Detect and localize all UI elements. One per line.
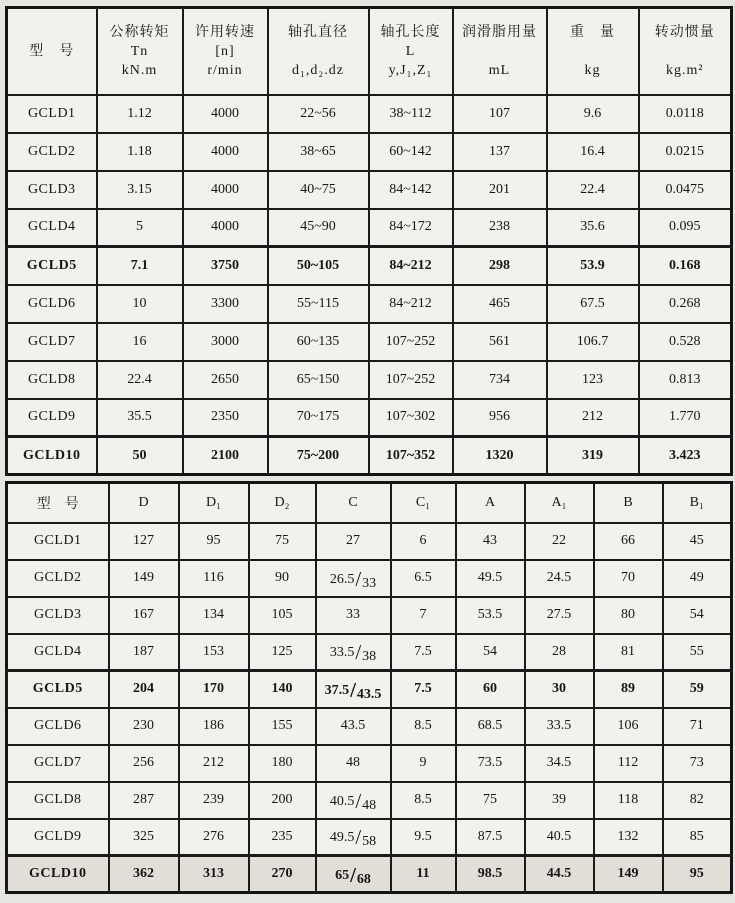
- value-cell: 0.0215: [639, 133, 732, 171]
- value-cell: 9: [391, 745, 456, 782]
- value-cell: 53.5: [456, 597, 525, 634]
- value-cell: 43.5: [316, 708, 391, 745]
- value-cell: 34.5: [525, 745, 594, 782]
- table2-header-dim-3: D₂: [249, 483, 316, 523]
- value-cell: [316, 634, 391, 671]
- value-cell: 3.423: [639, 437, 732, 475]
- value-cell: 734: [453, 361, 547, 399]
- value-cell: 107~252: [369, 323, 453, 361]
- value-cell: 107~352: [369, 437, 453, 475]
- value-cell: 73: [663, 745, 732, 782]
- value-cell: 4000: [183, 133, 268, 171]
- table2-row-GCLD3: [7, 597, 732, 634]
- value-cell: 149: [594, 856, 663, 893]
- value-cell: 107~302: [369, 399, 453, 437]
- spec-sheet-page: [5, 6, 730, 894]
- value-cell: 112: [594, 745, 663, 782]
- table1-row-GCLD3: [7, 171, 732, 209]
- value-cell: 2650: [183, 361, 268, 399]
- header-line: mL: [488, 62, 511, 78]
- slash-value: 37.5/43.5: [324, 677, 382, 702]
- value-cell: 212: [179, 745, 249, 782]
- table2-row-GCLD10: [7, 856, 732, 893]
- value-cell: 70~175: [268, 399, 369, 437]
- value-cell: 10: [97, 285, 183, 323]
- value-cell: 0.813: [639, 361, 732, 399]
- model-cell: GCLD3: [7, 171, 97, 209]
- slash-value: 49.5/58: [329, 825, 377, 850]
- value-cell: 0.268: [639, 285, 732, 323]
- value-cell: 1320: [453, 437, 547, 475]
- value-cell: 67.5: [547, 285, 639, 323]
- value-cell: 35.6: [547, 209, 639, 247]
- header-line: 重 量: [570, 24, 615, 40]
- value-cell: 59: [663, 671, 732, 708]
- header-line: 型 号: [29, 43, 75, 59]
- table1-row-GCLD4: [7, 209, 732, 247]
- value-cell: 107: [453, 95, 547, 133]
- value-cell: 70: [594, 560, 663, 597]
- value-cell: 276: [179, 819, 249, 856]
- value-cell: 28: [525, 634, 594, 671]
- value-cell: 212: [547, 399, 639, 437]
- table2-header-dim-5: C₁: [391, 483, 456, 523]
- table1-header-row: [7, 8, 732, 95]
- value-cell: 287: [109, 782, 179, 819]
- value-cell: 170: [179, 671, 249, 708]
- value-cell: 60~135: [268, 323, 369, 361]
- value-cell: 24.5: [525, 560, 594, 597]
- header-line: d₁,d₂.dz: [292, 62, 344, 78]
- model-cell: GCLD10: [7, 437, 97, 475]
- header-line: Tn: [130, 43, 149, 59]
- table1-header: [7, 8, 732, 95]
- value-cell: 186: [179, 708, 249, 745]
- value-cell: 9.5: [391, 819, 456, 856]
- value-cell: 33: [316, 597, 391, 634]
- table2-row-GCLD9: [7, 819, 732, 856]
- value-cell: 45~90: [268, 209, 369, 247]
- table2-row-GCLD4: [7, 634, 732, 671]
- model-cell: GCLD2: [7, 133, 97, 171]
- value-cell: 98.5: [456, 856, 525, 893]
- table2-header-dim-6: A: [456, 483, 525, 523]
- value-cell: 0.168: [639, 247, 732, 285]
- value-cell: 3000: [183, 323, 268, 361]
- value-cell: 325: [109, 819, 179, 856]
- table2-row-GCLD1: [7, 523, 732, 560]
- value-cell: 82: [663, 782, 732, 819]
- value-cell: 16.4: [547, 133, 639, 171]
- value-cell: 132: [594, 819, 663, 856]
- value-cell: 71: [663, 708, 732, 745]
- value-cell: 3300: [183, 285, 268, 323]
- table2-header-dim-7: A₁: [525, 483, 594, 523]
- table1-header-grease-amount: [453, 8, 547, 95]
- table1-body: [7, 95, 732, 475]
- value-cell: 0.0118: [639, 95, 732, 133]
- table1-header-allowable-speed: [183, 8, 268, 95]
- value-cell: 0.0475: [639, 171, 732, 209]
- model-cell: GCLD3: [7, 597, 109, 634]
- model-cell: GCLD2: [7, 560, 109, 597]
- value-cell: 80: [594, 597, 663, 634]
- header-line: kg.m²: [665, 62, 704, 78]
- model-cell: GCLD9: [7, 399, 97, 437]
- model-cell: GCLD8: [7, 361, 97, 399]
- value-cell: 35.5: [97, 399, 183, 437]
- value-cell: 7.5: [391, 671, 456, 708]
- model-cell: GCLD10: [7, 856, 109, 893]
- value-cell: 55: [663, 634, 732, 671]
- value-cell: 95: [179, 523, 249, 560]
- table2-header-dim-9: B₁: [663, 483, 732, 523]
- value-cell: 22~56: [268, 95, 369, 133]
- value-cell: 84~212: [369, 285, 453, 323]
- table1-header-bore-diameter: [268, 8, 369, 95]
- value-cell: 9.6: [547, 95, 639, 133]
- value-cell: 153: [179, 634, 249, 671]
- value-cell: 84~172: [369, 209, 453, 247]
- model-cell: GCLD6: [7, 708, 109, 745]
- value-cell: 11: [391, 856, 456, 893]
- value-cell: [316, 560, 391, 597]
- value-cell: 50: [97, 437, 183, 475]
- value-cell: 50~105: [268, 247, 369, 285]
- slash-value: 65/68: [335, 862, 371, 887]
- value-cell: 40.5: [525, 819, 594, 856]
- value-cell: 137: [453, 133, 547, 171]
- table1-row-GCLD5: [7, 247, 732, 285]
- header-line: [454, 42, 546, 61]
- slash-value: 40.5/48: [329, 788, 377, 813]
- value-cell: 116: [179, 560, 249, 597]
- header-line: L: [405, 43, 416, 59]
- value-cell: 127: [109, 523, 179, 560]
- value-cell: 60: [456, 671, 525, 708]
- value-cell: 167: [109, 597, 179, 634]
- slash-value: 26.5/33: [329, 566, 377, 591]
- table1-header-inertia: [639, 8, 732, 95]
- header-line: 许用转速: [195, 24, 255, 40]
- value-cell: 89: [594, 671, 663, 708]
- header-line: [n]: [215, 43, 235, 59]
- value-cell: 134: [179, 597, 249, 634]
- value-cell: 3.15: [97, 171, 183, 209]
- header-line: r/min: [207, 62, 243, 78]
- table1-header-weight: [547, 8, 639, 95]
- value-cell: 235: [249, 819, 316, 856]
- value-cell: 105: [249, 597, 316, 634]
- header-line: y,J₁,Z₁: [388, 62, 433, 78]
- value-cell: 123: [547, 361, 639, 399]
- value-cell: 27: [316, 523, 391, 560]
- value-cell: [316, 819, 391, 856]
- table2-header-dim-1: D: [109, 483, 179, 523]
- value-cell: 1.12: [97, 95, 183, 133]
- value-cell: 5: [97, 209, 183, 247]
- value-cell: 43: [456, 523, 525, 560]
- value-cell: 270: [249, 856, 316, 893]
- header-line: kN.m: [121, 62, 158, 78]
- value-cell: 22.4: [547, 171, 639, 209]
- table2-row-GCLD2: [7, 560, 732, 597]
- model-cell: GCLD5: [7, 671, 109, 708]
- value-cell: 6.5: [391, 560, 456, 597]
- table2-row-GCLD8: [7, 782, 732, 819]
- value-cell: 90: [249, 560, 316, 597]
- value-cell: 84~212: [369, 247, 453, 285]
- header-line: 轴孔直径: [288, 24, 348, 40]
- value-cell: [316, 782, 391, 819]
- model-cell: GCLD8: [7, 782, 109, 819]
- value-cell: 313: [179, 856, 249, 893]
- value-cell: 38~112: [369, 95, 453, 133]
- table1-row-GCLD9: [7, 399, 732, 437]
- value-cell: 48: [316, 745, 391, 782]
- value-cell: 22.4: [97, 361, 183, 399]
- value-cell: [316, 671, 391, 708]
- value-cell: 49.5: [456, 560, 525, 597]
- value-cell: 0.095: [639, 209, 732, 247]
- value-cell: 6: [391, 523, 456, 560]
- value-cell: 956: [453, 399, 547, 437]
- value-cell: 106.7: [547, 323, 639, 361]
- table1-header-bore-length: [369, 8, 453, 95]
- value-cell: 8.5: [391, 708, 456, 745]
- value-cell: 4000: [183, 209, 268, 247]
- value-cell: 65~150: [268, 361, 369, 399]
- value-cell: 54: [663, 597, 732, 634]
- table2-header-dim-0: 型 号: [7, 483, 109, 523]
- table1-row-GCLD7: [7, 323, 732, 361]
- slash-value: 33.5/38: [329, 640, 377, 665]
- value-cell: 30: [525, 671, 594, 708]
- value-cell: 75: [456, 782, 525, 819]
- header-line: 润滑脂用量: [462, 24, 537, 40]
- value-cell: 44.5: [525, 856, 594, 893]
- value-cell: 66: [594, 523, 663, 560]
- value-cell: 39: [525, 782, 594, 819]
- table1-row-GCLD1: [7, 95, 732, 133]
- header-line: [269, 42, 368, 61]
- value-cell: 298: [453, 247, 547, 285]
- value-cell: 22: [525, 523, 594, 560]
- value-cell: 465: [453, 285, 547, 323]
- model-cell: GCLD7: [7, 745, 109, 782]
- value-cell: 33.5: [525, 708, 594, 745]
- header-line: [640, 42, 731, 61]
- value-cell: 49: [663, 560, 732, 597]
- value-cell: 180: [249, 745, 316, 782]
- value-cell: 60~142: [369, 133, 453, 171]
- value-cell: 362: [109, 856, 179, 893]
- value-cell: 0.528: [639, 323, 732, 361]
- table1-header-model: [7, 8, 97, 95]
- value-cell: 53.9: [547, 247, 639, 285]
- value-cell: 149: [109, 560, 179, 597]
- value-cell: 238: [453, 209, 547, 247]
- value-cell: 140: [249, 671, 316, 708]
- table2-row-GCLD7: [7, 745, 732, 782]
- value-cell: 4000: [183, 171, 268, 209]
- value-cell: 84~142: [369, 171, 453, 209]
- value-cell: 200: [249, 782, 316, 819]
- value-cell: 561: [453, 323, 547, 361]
- value-cell: 107~252: [369, 361, 453, 399]
- value-cell: 75: [249, 523, 316, 560]
- value-cell: 125: [249, 634, 316, 671]
- table1-row-GCLD10: [7, 437, 732, 475]
- value-cell: 45: [663, 523, 732, 560]
- model-cell: GCLD9: [7, 819, 109, 856]
- value-cell: 3750: [183, 247, 268, 285]
- table2-header: [7, 483, 732, 523]
- header-line: 轴孔长度: [380, 24, 441, 40]
- value-cell: 1.770: [639, 399, 732, 437]
- table2-header-dim-8: B: [594, 483, 663, 523]
- value-cell: 239: [179, 782, 249, 819]
- table1-row-GCLD8: [7, 361, 732, 399]
- value-cell: 2350: [183, 399, 268, 437]
- value-cell: 2100: [183, 437, 268, 475]
- value-cell: 54: [456, 634, 525, 671]
- value-cell: 95: [663, 856, 732, 893]
- value-cell: 73.5: [456, 745, 525, 782]
- model-cell: GCLD1: [7, 523, 109, 560]
- table2-body: [7, 523, 732, 893]
- header-line: kg: [584, 62, 601, 78]
- value-cell: 87.5: [456, 819, 525, 856]
- value-cell: 85: [663, 819, 732, 856]
- model-cell: GCLD6: [7, 285, 97, 323]
- value-cell: 204: [109, 671, 179, 708]
- table2-row-GCLD5: [7, 671, 732, 708]
- value-cell: 8.5: [391, 782, 456, 819]
- value-cell: 7.5: [391, 634, 456, 671]
- table1-row-GCLD2: [7, 133, 732, 171]
- model-cell: GCLD4: [7, 634, 109, 671]
- header-line: [548, 42, 638, 61]
- coupling-performance-table: [5, 6, 733, 476]
- value-cell: 68.5: [456, 708, 525, 745]
- value-cell: 1.18: [97, 133, 183, 171]
- table2-header-dim-4: C: [316, 483, 391, 523]
- model-cell: GCLD7: [7, 323, 97, 361]
- value-cell: 7.1: [97, 247, 183, 285]
- model-cell: GCLD1: [7, 95, 97, 133]
- model-cell: GCLD4: [7, 209, 97, 247]
- header-line: 公称转矩: [109, 24, 170, 40]
- coupling-dimensions-table: [5, 481, 733, 894]
- table1-header-nominal-torque: [97, 8, 183, 95]
- value-cell: 201: [453, 171, 547, 209]
- model-cell: GCLD5: [7, 247, 97, 285]
- value-cell: 16: [97, 323, 183, 361]
- value-cell: [316, 856, 391, 893]
- value-cell: 81: [594, 634, 663, 671]
- value-cell: 38~65: [268, 133, 369, 171]
- value-cell: 75~200: [268, 437, 369, 475]
- value-cell: 155: [249, 708, 316, 745]
- value-cell: 4000: [183, 95, 268, 133]
- value-cell: 256: [109, 745, 179, 782]
- value-cell: 55~115: [268, 285, 369, 323]
- value-cell: 7: [391, 597, 456, 634]
- table2-header-dim-2: D₁: [179, 483, 249, 523]
- table1-row-GCLD6: [7, 285, 732, 323]
- value-cell: 27.5: [525, 597, 594, 634]
- value-cell: 187: [109, 634, 179, 671]
- value-cell: 319: [547, 437, 639, 475]
- table2-row-GCLD6: [7, 708, 732, 745]
- value-cell: 106: [594, 708, 663, 745]
- value-cell: 40~75: [268, 171, 369, 209]
- value-cell: 230: [109, 708, 179, 745]
- header-line: 转动惯量: [654, 24, 715, 40]
- value-cell: 118: [594, 782, 663, 819]
- table2-header-row: [7, 483, 732, 523]
